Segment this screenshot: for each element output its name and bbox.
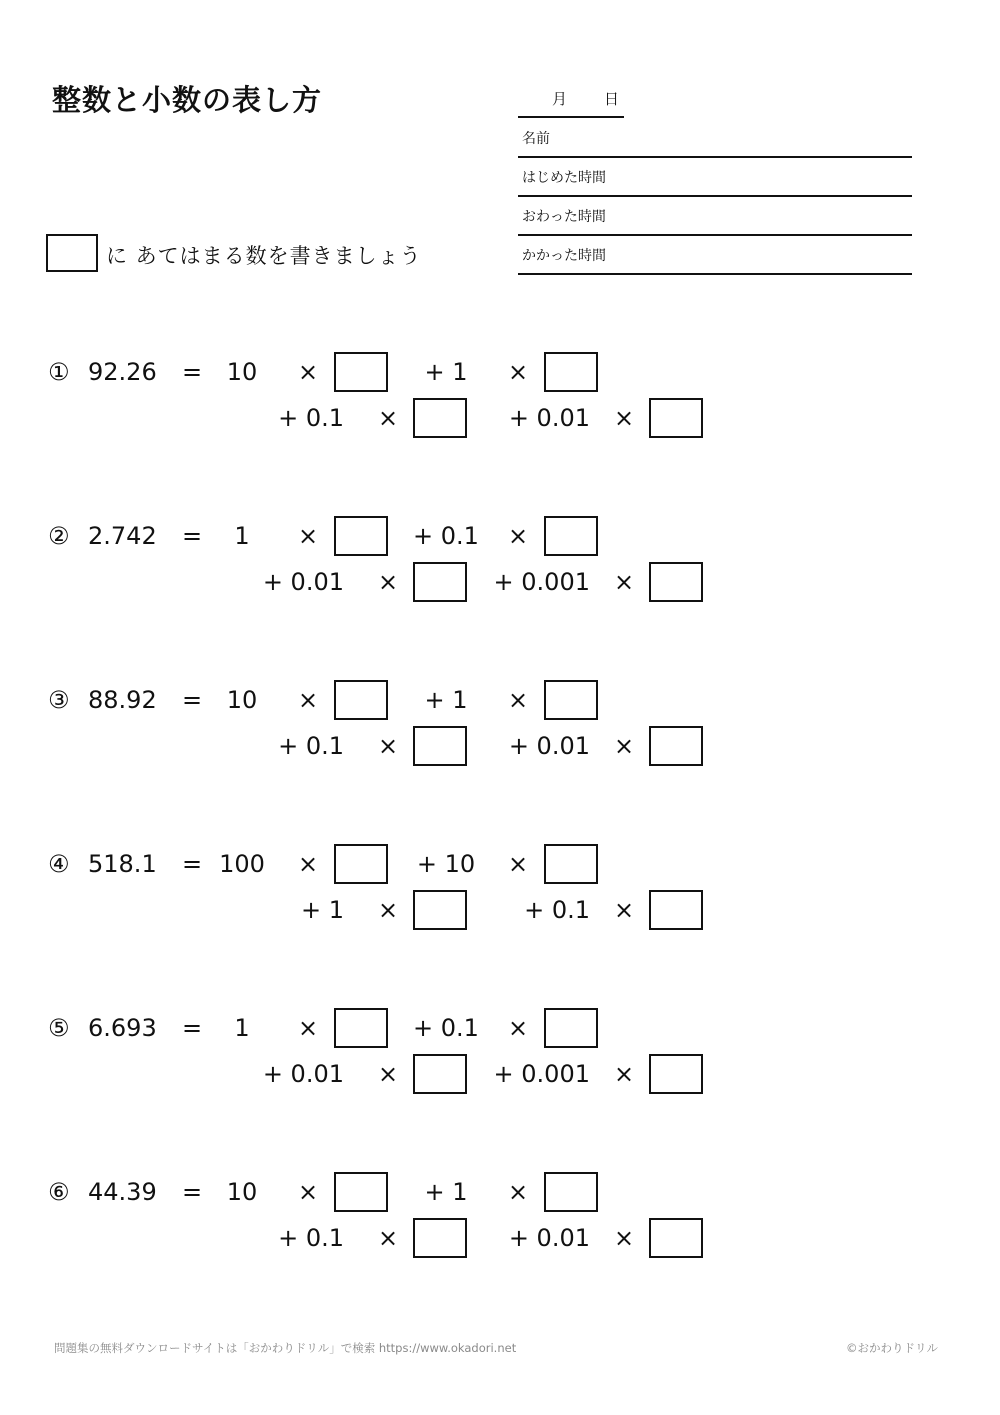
place-value-coefficient: + 0.001	[493, 568, 590, 596]
name-field[interactable]	[518, 118, 912, 158]
answer-box[interactable]	[649, 1054, 703, 1094]
times-sign: ×	[378, 568, 399, 596]
times-sign: ×	[298, 1014, 319, 1042]
problem-number-label: ①	[48, 358, 70, 386]
answer-box[interactable]	[649, 562, 703, 602]
problem-number-label: ⑤	[48, 1014, 70, 1042]
start-time-label: はじめた時間	[522, 170, 606, 186]
problem-number-label: ⑥	[48, 1178, 70, 1206]
problem-value: 44.39	[88, 1178, 157, 1206]
times-sign: ×	[614, 568, 635, 596]
place-value-coefficient: + 0.1	[524, 896, 590, 924]
answer-box[interactable]	[649, 726, 703, 766]
problem-line-2	[0, 398, 1000, 444]
times-sign: ×	[298, 686, 319, 714]
times-sign: ×	[508, 358, 529, 386]
equals-sign: =	[182, 1014, 203, 1042]
place-value-coefficient: + 1	[424, 1178, 468, 1206]
answer-box[interactable]	[413, 1054, 467, 1094]
times-sign: ×	[298, 358, 319, 386]
times-sign: ×	[298, 850, 319, 878]
place-value-coefficient: + 0.01	[262, 568, 344, 596]
place-value-coefficient: + 0.01	[508, 404, 590, 432]
start-time-field[interactable]	[518, 157, 912, 197]
times-sign: ×	[378, 404, 399, 432]
times-sign: ×	[614, 896, 635, 924]
times-sign: ×	[378, 1224, 399, 1252]
problem-line-1	[0, 844, 1000, 890]
place-value-coefficient: + 1	[300, 896, 344, 924]
equals-sign: =	[182, 1178, 203, 1206]
answer-box[interactable]	[334, 1008, 388, 1048]
problem-number-label: ③	[48, 686, 70, 714]
place-value-coefficient: + 0.01	[262, 1060, 344, 1088]
answer-box[interactable]	[544, 516, 598, 556]
problem-value: 518.1	[88, 850, 157, 878]
problem-value: 6.693	[88, 1014, 157, 1042]
end-time-label: おわった時間	[522, 209, 606, 225]
times-sign: ×	[508, 522, 529, 550]
answer-box[interactable]	[413, 1218, 467, 1258]
answer-box[interactable]	[334, 680, 388, 720]
answer-box[interactable]	[649, 1218, 703, 1258]
answer-box[interactable]	[649, 398, 703, 438]
place-value-coefficient: + 0.1	[413, 1014, 479, 1042]
answer-box[interactable]	[334, 1172, 388, 1212]
times-sign: ×	[614, 1224, 635, 1252]
times-sign: ×	[378, 732, 399, 760]
answer-box[interactable]	[413, 726, 467, 766]
problem-value: 92.26	[88, 358, 157, 386]
place-value-coefficient: 10	[226, 686, 258, 714]
times-sign: ×	[614, 404, 635, 432]
instruction-text: に あてはまる数を書きましょう	[106, 244, 422, 268]
worksheet-title: 整数と小数の表し方	[52, 83, 323, 117]
answer-box[interactable]	[544, 352, 598, 392]
times-sign: ×	[614, 732, 635, 760]
problem-line-2	[0, 1218, 1000, 1264]
place-value-coefficient: + 0.1	[413, 522, 479, 550]
answer-box[interactable]	[334, 516, 388, 556]
answer-box[interactable]	[544, 1172, 598, 1212]
elapsed-time-label: かかった時間	[522, 248, 606, 264]
place-value-coefficient: + 10	[416, 850, 476, 878]
problem-line-1	[0, 516, 1000, 562]
place-value-coefficient: + 0.01	[508, 1224, 590, 1252]
answer-box[interactable]	[413, 398, 467, 438]
place-value-coefficient: 100	[219, 850, 265, 878]
problem-line-2	[0, 1054, 1000, 1100]
place-value-coefficient: + 0.001	[493, 1060, 590, 1088]
times-sign: ×	[508, 1178, 529, 1206]
answer-box[interactable]	[334, 844, 388, 884]
equals-sign: =	[182, 850, 203, 878]
times-sign: ×	[508, 1014, 529, 1042]
problem-value: 2.742	[88, 522, 157, 550]
place-value-coefficient: + 0.1	[278, 732, 344, 760]
footer-site-note: 問題集の無料ダウンロードサイトは「おかわりドリル」で検索 https://www.okadori.net	[54, 1341, 517, 1355]
problem-line-1	[0, 680, 1000, 726]
answer-box[interactable]	[413, 890, 467, 930]
problem-line-1	[0, 352, 1000, 398]
footer-copyright: ©おかわりドリル	[846, 1341, 938, 1355]
times-sign: ×	[508, 686, 529, 714]
instruction-sample-box	[46, 234, 98, 272]
times-sign: ×	[508, 850, 529, 878]
place-value-coefficient: + 0.1	[278, 1224, 344, 1252]
place-value-coefficient: + 1	[424, 358, 468, 386]
problem-line-1	[0, 1008, 1000, 1054]
answer-box[interactable]	[544, 1008, 598, 1048]
place-value-coefficient: 1	[234, 522, 250, 550]
times-sign: ×	[298, 1178, 319, 1206]
problem-value: 88.92	[88, 686, 157, 714]
place-value-coefficient: + 1	[424, 686, 468, 714]
answer-box[interactable]	[649, 890, 703, 930]
answer-box[interactable]	[544, 844, 598, 884]
problem-number-label: ②	[48, 522, 70, 550]
equals-sign: =	[182, 358, 203, 386]
problem-line-2	[0, 890, 1000, 936]
answer-box[interactable]	[413, 562, 467, 602]
problem-line-2	[0, 726, 1000, 772]
elapsed-time-field[interactable]	[518, 235, 912, 275]
end-time-field[interactable]	[518, 196, 912, 236]
place-value-coefficient: + 0.1	[278, 404, 344, 432]
date-month-label: 月	[552, 90, 568, 108]
name-label: 名前	[522, 131, 550, 147]
times-sign: ×	[298, 522, 319, 550]
problem-line-1	[0, 1172, 1000, 1218]
problem-line-2	[0, 562, 1000, 608]
equals-sign: =	[182, 686, 203, 714]
times-sign: ×	[614, 1060, 635, 1088]
place-value-coefficient: + 0.01	[508, 732, 590, 760]
problem-number-label: ④	[48, 850, 70, 878]
place-value-coefficient: 10	[226, 1178, 258, 1206]
times-sign: ×	[378, 1060, 399, 1088]
equals-sign: =	[182, 522, 203, 550]
place-value-coefficient: 10	[226, 358, 258, 386]
answer-box[interactable]	[544, 680, 598, 720]
times-sign: ×	[378, 896, 399, 924]
place-value-coefficient: 1	[234, 1014, 250, 1042]
answer-box[interactable]	[334, 352, 388, 392]
date-day-label: 日	[604, 90, 620, 108]
